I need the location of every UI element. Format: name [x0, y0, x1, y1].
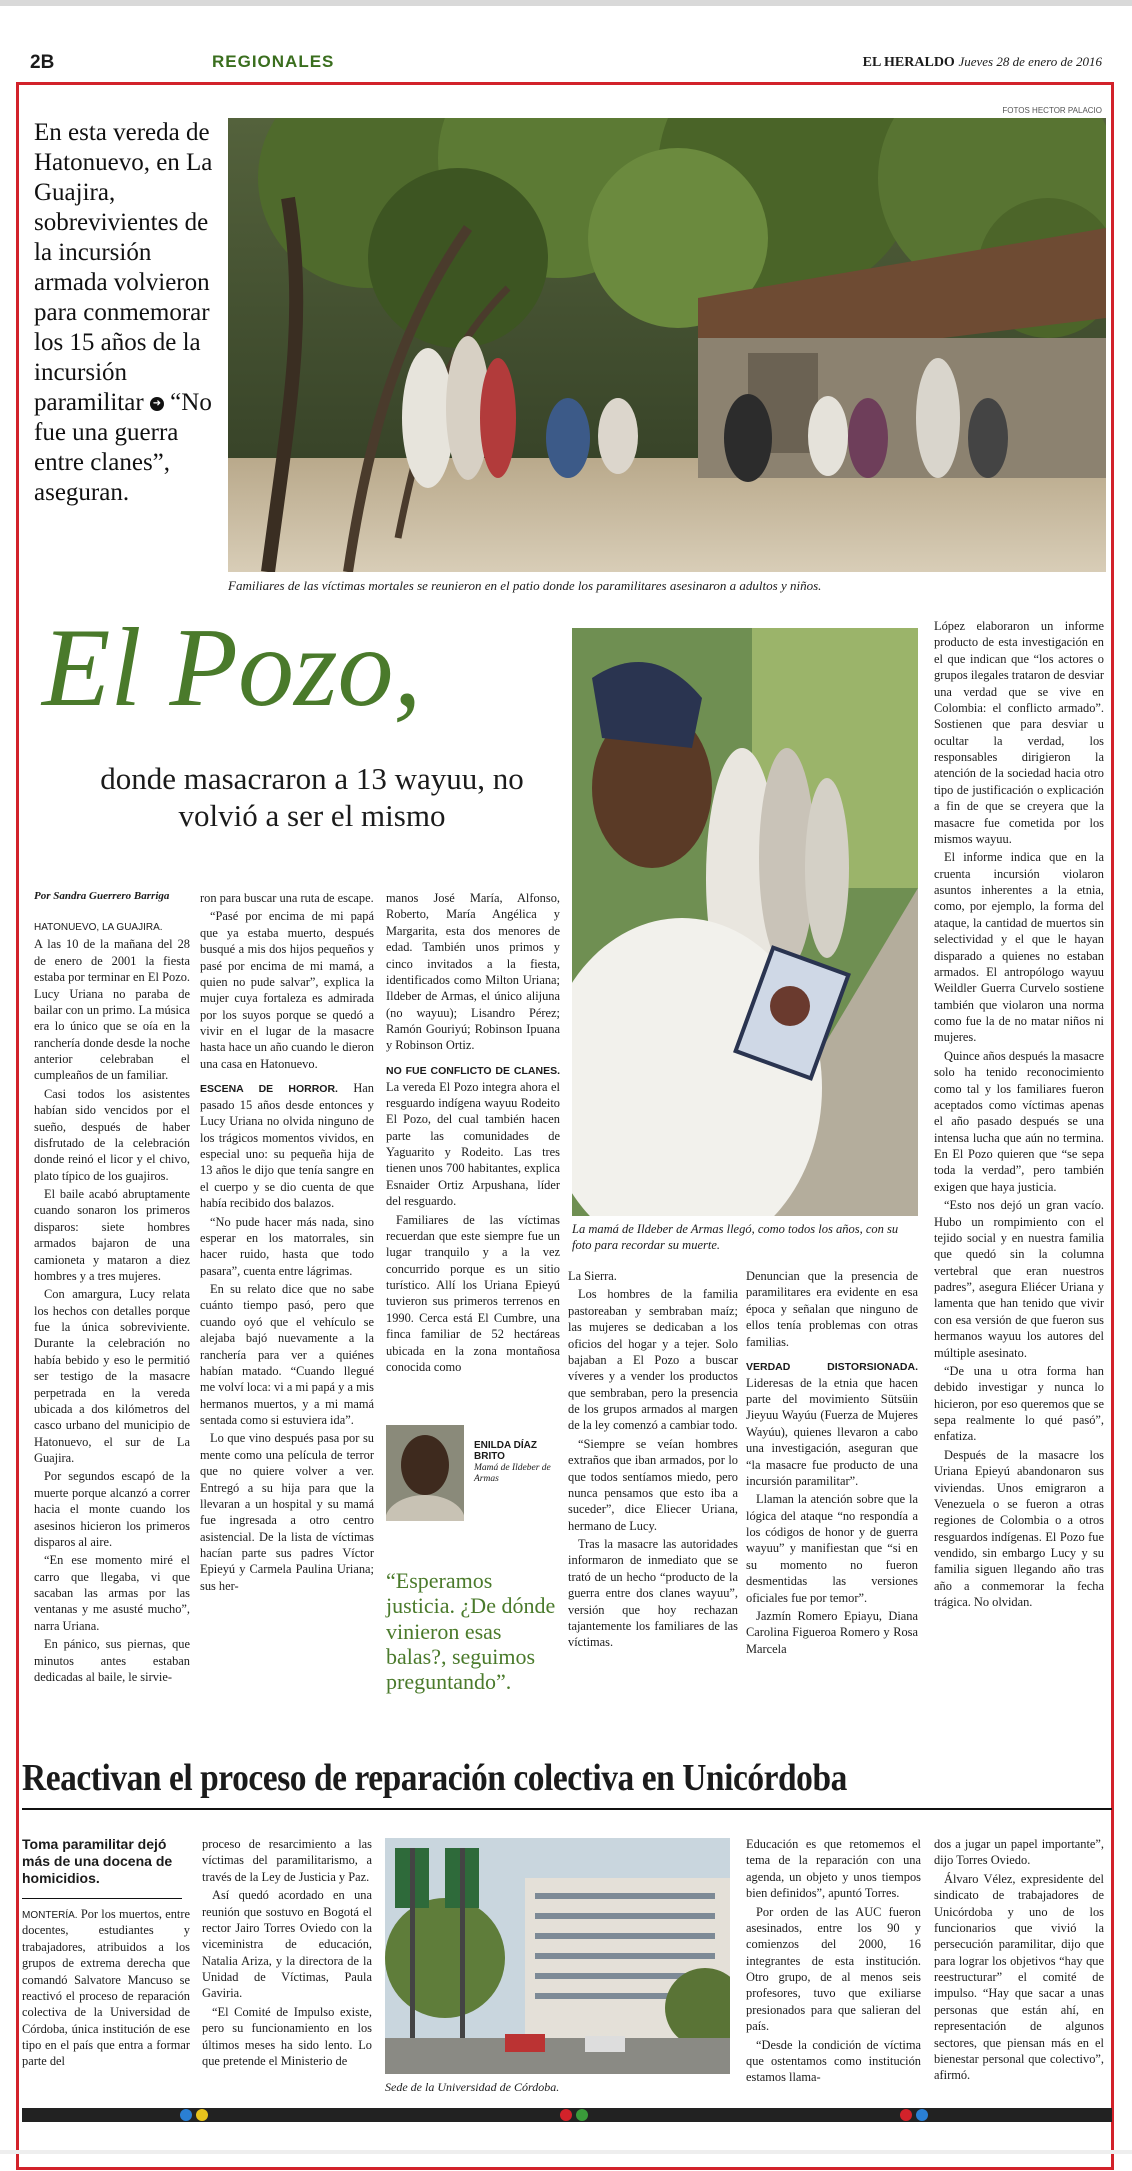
lead-photo: [228, 118, 1106, 572]
paragraph: Por orden de las AUC fueron asesinados, entre los 90 y comienzos del 2000, 16 integrantes de esta institución. Otro grupo, de al menos seis profesores, tuvo que exiliarse presionados para que salieran del país.: [746, 1904, 921, 2034]
article-column-3: [386, 890, 560, 1377]
article-column-5: [746, 1268, 918, 1659]
subhead-conflicto: NO FUE CONFLICTO DE CLANES. La vereda El Pozo integra ahora el resguardo indígena wayuu Rodeito El Pozo, del cual también hacen parte las comunidades de Yaguarito y Rodeito. Las tres tienen unos 700 habitantes, explica Esnaider Ortiz Arpushana, líder del resguardo.: [386, 1064, 560, 1209]
lead-photo-image: [228, 118, 1106, 572]
paragraph: A las 10 de la mañana del 28 de enero de 2001 la fiesta estaba por terminar en El Pozo. Lucy Uriana no paraba de bailar con un primo. La música era lo único que se oía en la ranchería donde desde la noche anterior celebraban el cumpleaños de un familiar.: [34, 937, 190, 1083]
paragraph: proceso de resarcimiento a las víctimas del paramilitarismo, a través de la Ley de Justicia y Paz.: [202, 1837, 372, 1884]
paragraph: Después de la masacre los Uriana Epieyú abandonaron sus viviendas. Unos emigraron a Venezuela o se fueron a otras regiones de Colombia o a otros resguardos indígenas. El Pozo fue vendido, sin embargo Lucy y su familia siguen llegando año tras año a conmemorar la fecha trágica. No olvidan.: [934, 1447, 1104, 1610]
university-photo-caption: Sede de la Universidad de Córdoba.: [385, 2080, 560, 2094]
registration-dot: [196, 2109, 208, 2121]
paragraph: MONTERÍA. Por los muertos, entre docentes, estudiantes y trabajadores, atribuidos a los grupos de extrema derecha que comandó Salvatore Mancuso se reactivó el proceso de reparación colectiva de la Universidad de Córdoba, única institución de ese tipo en el país que entra a formar parte del: [22, 1907, 190, 2069]
university-photo: [385, 1838, 730, 2074]
paragraph: Jazmín Romero Epiayu, Diana Carolina Figueroa Romero y Rosa Marcela: [746, 1608, 918, 1656]
paragraph: Con amargura, Lucy relata los hechos con detalles porque fue la única sobreviviente. Durante la celebración no había bebido y eso le permitió ser testigo de la masacre perpetrada en la vereda ubicada a dos kilómetros del casco urbano del municipio de Hatonuevo, el sur de La Guajira.: [34, 1287, 190, 1465]
byline: Por Sandra Guerrero Barriga: [34, 890, 170, 902]
paragraph: Denuncian que la presencia de paramilitares era evidente en esa época y señalan que ninguno de ellos tenía problemas con otras familias.: [746, 1269, 918, 1349]
paragraph: Así quedó acordado en una reunión que sostuvo en Bogotá el rector Jairo Torres Oviedo con la viceministra de educación, Natalia Ariza, y la directora de la Unidad de Víctimas, Paula Gaviria.: [202, 1888, 372, 2001]
newspaper-name: EL HERALDO: [862, 55, 955, 70]
portrait-image: [386, 1425, 464, 1521]
paragraph: Familiares de las víctimas recuerdan que este siempre fue un lugar tranquilo y a la vez concurrido porque es un sitio turístico. Allí los Uriana Epieyú tuvieron sus primeros terrenos en 1990. Cerca está El Cumbre, una finca familiar de 52 hectáreas ubicada en la zona montañosa conocida como: [386, 1212, 560, 1374]
scan-top-edge: [0, 0, 1132, 6]
issue-date: Jueves 28 de enero de 2016: [958, 54, 1102, 69]
lead-photo-caption: Familiares de las víctimas mortales se reunieron en el patio donde los paramilitares asesinaron a adultos y niños.: [228, 578, 822, 593]
kicker-rule: [22, 1898, 182, 1899]
paragraph: “El Comité de Impulso existe, pero su funcionamiento en los últimos meses ha sido lento. Lo que pretende el Ministerio de: [202, 2004, 372, 2068]
dateline: HATONUEVO, LA GUAJIRA.: [34, 922, 163, 933]
paragraph: manos José María, Alfonso, Roberto, María Angélica y Margarita, esta dos menores de edad. También unos primos y cinco invitados a la fiesta, identificados como Milton Uriana; Ildeber de Armas, el único alijuna (no wayuu); Lisandro Pérez; Ramón Gouriyú; Robinson Ipuana y Robinson Ortiz.: [386, 891, 560, 1053]
paragraph: “De una u otra forma han debido investigar y nunca lo hicieron, por eso queremos que se sepa realmente lo qué pasó”, enfatiza.: [934, 1363, 1104, 1444]
masthead: [863, 54, 1102, 71]
paragraph: López elaboraron un informe producto de esta investigación en el que indican que “los actores o grupos ilegales trataron de desviar una verdad que se vive en Colombia: el conflicto armado”. Sostienen que para desviar u ocultar la verdad, los responsables dirigieron la atención de la sociedad hacia otro tipo de justificación o explicación a fin de que se creyera que la masacre fue cometida por los mismos wayuu.: [934, 619, 1104, 846]
registration-dot: [916, 2109, 928, 2121]
registration-dot: [560, 2109, 572, 2121]
registration-dot: [180, 2109, 192, 2121]
paragraph: ron para buscar una ruta de escape.: [200, 891, 374, 905]
second-column-4: [934, 1836, 1104, 2086]
subhead-escena: ESCENA DE HORROR. Han pasado 15 años desde entonces y Lucy Uriana no olvida ninguno de los trágicos momentos vividos, en especial uno: su pequeña hija de 13 años le dijo que tenía sangre en el cuerpo y se dio cuenta de que había recibido dos balazos.: [200, 1081, 374, 1211]
paragraph: En pánico, sus piernas, que minutos antes estaban dedicadas al baile, le sirvie-: [34, 1637, 190, 1684]
paragraph: Llaman la atención sobre que la lógica del ataque “no respondía a los códigos de honor y de guerra wayuu” y manifiestan que “si en su momento no fueron desmentidas las versiones oficiales fue por temor”.: [746, 1492, 918, 1605]
portrait-role: Mamá de Ildeber de Armas: [474, 1463, 551, 1484]
paragraph: El baile acabó abruptamente cuando sonaron los primeros disparos: siete hombres armados bajaron de una camioneta y mataron a diez hombres y a tres mujeres.: [34, 1187, 190, 1283]
paragraph: El informe indica que en la cruenta incursión violaron asuntos inherentes a la etnia, como, por ejemplo, la forma del ataque, la cantidad de muertos sin selectividad y el que le hayan disparado a quienes no estaban armados. El antropólogo wayuu Weildler Guerra Curvelo sostiene también que violaron una norma como fue la de no matar niños ni mujeres.: [934, 850, 1104, 1045]
second-column-1: [22, 1906, 190, 2072]
paragraph: “No pude hacer más nada, sino esperar en los matorrales, sin hacer ruido, hasta que todo pasara”, cuenta entre lágrimas.: [200, 1214, 374, 1278]
registration-dot: [576, 2109, 588, 2121]
intro-summary: [34, 118, 224, 508]
paragraph: “Siempre se veían hombres extraños que iban armados, por lo que todos sentíamos miedo, pero nunca pensamos que esto iba a suceder”, dice Eliecer Uriana, hermano de Lucy.: [568, 1436, 738, 1533]
portrait-name: ENILDA DÍAZ BRITO: [474, 1440, 537, 1462]
mother-photo: [572, 628, 918, 1216]
second-headline: Reactivan el proceso de reparación colectiva en Unicórdoba: [22, 1757, 847, 1799]
pull-quote: “Esperamos justicia. ¿De dónde vinieron esas balas?, seguimos preguntando”.: [386, 1568, 556, 1695]
portrait-photo: [386, 1425, 464, 1521]
article-subtitle: donde masacraron a 13 wayuu, no volvió a ser el mismo: [100, 761, 524, 834]
page-number: 2B: [30, 52, 55, 73]
paragraph: Álvaro Vélez, expresidente del sindicato de trabajadores de Unicórdoba y uno de los funcionarios que vivió la persecución paramilitar, dijo que para lograr los objetivos “hay que reestructurar” el comité de impulso. “Hay que sacar a unas personas que están ahí, en representación de algunos sectores, que piensan más en el bienestar personal que colectivo”, afirmó.: [934, 1871, 1104, 2083]
mother-photo-caption: La mamá de Ildeber de Armas llegó, como todos los años, con su foto para recordar su muerte.: [572, 1222, 899, 1252]
article-column-6: [934, 618, 1104, 1613]
university-photo-image: [385, 1838, 730, 2074]
paragraph: dos a jugar un papel importante”, dijo Torres Oviedo.: [934, 1837, 1104, 1868]
article-title: El Pozo,: [42, 606, 422, 730]
paragraph: Educación es que retomemos el tema de la reparación con una agenda, un objeto y unos tiempos bien definidos”, apuntó Torres.: [746, 1837, 921, 1901]
paragraph: Los hombres de la familia pastoreaban y sembraban maíz; las mujeres se dedicaban a los oficios del hogar y a tejer. Solo bajaban a El Pozo a buscar víveres y a vender los productos que sembraban, pero la presencia de los grupos armados al margen de la ley comenzó a cambiar todo.: [568, 1287, 738, 1433]
registration-dot: [900, 2109, 912, 2121]
paragraph: “En ese momento miré el carro que llegaba, vi que sacaban las armas por las ventanas y me asusté mucho”, narra Uriana.: [34, 1553, 190, 1633]
paragraph: “Pasé por encima de mi papá que ya estaba muerto, después busqué a mis dos hijos pequeños y pasé por encima de mi mamá, a quien no pude salvar”, explica la mujer cuya fortaleza es admirada por los suyos porque se quedó a vivir en el lugar de la masacre hasta hace un año cuando le dieron una casa en Hatonuevo.: [200, 909, 374, 1071]
portrait-caption: [474, 1440, 562, 1484]
paragraph: En su relato dice que no sabe cuánto tiempo pasó, pero que cuando oyó que el vehículo se alejaba bajó nuevamente a la ranchería para ver a quiénes habían matado. “Cuando llegué me volví loca: vi a mi papá y a mis hermanos muertos, y a mi mamá sentada como si estuviera ida”.: [200, 1282, 374, 1428]
subhead-verdad: VERDAD DISTORSIONADA. Lideresas de la etnia que hacen parte del movimiento Sütsüin Jieyuu Wayúu (Fuerza de Mujeres Wayúu), quienes llevaron a cabo una investigación, aseguran que “la masacre fue producto de una incursión paramilitar”.: [746, 1360, 918, 1488]
paragraph: “Esto nos dejó un gran vacío. Hubo un rompimiento con el tejido social y en nuestra familia que quedó sin la columna vertebral que eran nuestros padres”, asegura Eliécer Uriana y lamenta que han tenido que vivir con esa versión de que fueron sus hermanos wayuu los autores del múltiple asesinato.: [934, 1198, 1104, 1360]
paragraph: Por segundos escapó de la muerte porque alcanzó a correr hacia el monte cuando los asesinos hicieron los primeros disparos al aire.: [34, 1469, 190, 1549]
paragraph: Casi todos los asistentes habían sido vencidos por el sueño, después de haber disfrutado de la celebración donde reinó el licor y el chivo, plato típico de los guajiros.: [34, 1086, 190, 1183]
intro-quote: “No fue una guerra entre clanes”, aseguran.: [34, 389, 212, 506]
mother-photo-image: [572, 628, 918, 1216]
headline-rule: [22, 1808, 1112, 1810]
article-column-1: [34, 918, 190, 1687]
article-column-2: [200, 890, 374, 1596]
page-header: [30, 52, 1102, 76]
paragraph: Quince años después la masacre solo ha tenido reconocimiento como tal y los familiares fueron aceptados como víctimas apenas el año pasado después se una intensa lucha que aún no termina. En El Pozo quieren que “se sepa toda la verdad”, pero también exigen que haya justicia.: [934, 1048, 1104, 1194]
second-column-2: [202, 1836, 372, 2071]
article-column-4: [568, 1268, 738, 1653]
paragraph: Lo que vino después pasa por su mente como una película de terror que no quiere volver a ver. Entregó a su hija para que la llevaran a un hospital y su mamá fue ingresada a otro centro asistencial. De la lista de víctimas hacían parte sus padres Víctor Epieyú y Carmela Paulina Uriana; sus her-: [200, 1431, 374, 1593]
arrow-icon: ➜: [150, 397, 164, 411]
second-column-3: [746, 1836, 921, 2088]
section-name: REGIONALES: [212, 52, 335, 71]
second-kicker: Toma paramilitar dejó más de una docena de homicidios.: [22, 1836, 173, 1886]
paragraph: “Desde la condición de víctima que ostentamos como institución estamos llama-: [746, 2037, 921, 2085]
paragraph: La Sierra.: [568, 1269, 617, 1283]
scan-bottom-edge: [0, 2150, 1132, 2154]
photo-credit: FOTOS HECTOR PALACIO: [1002, 106, 1102, 115]
intro-text: En esta vereda de Hatonuevo, en La Guajira, sobrevivientes de la incursión armada volvieron para conmemorar los 15 años de la incursión paramilitar: [34, 119, 213, 416]
paragraph: Tras la masacre las autoridades informaron de inmediato que se trató de un hecho “producto de la guerra entre dos clanes wayuu”, versión que hoy rechazan tajantemente los familiares de las víctimas.: [568, 1537, 738, 1650]
